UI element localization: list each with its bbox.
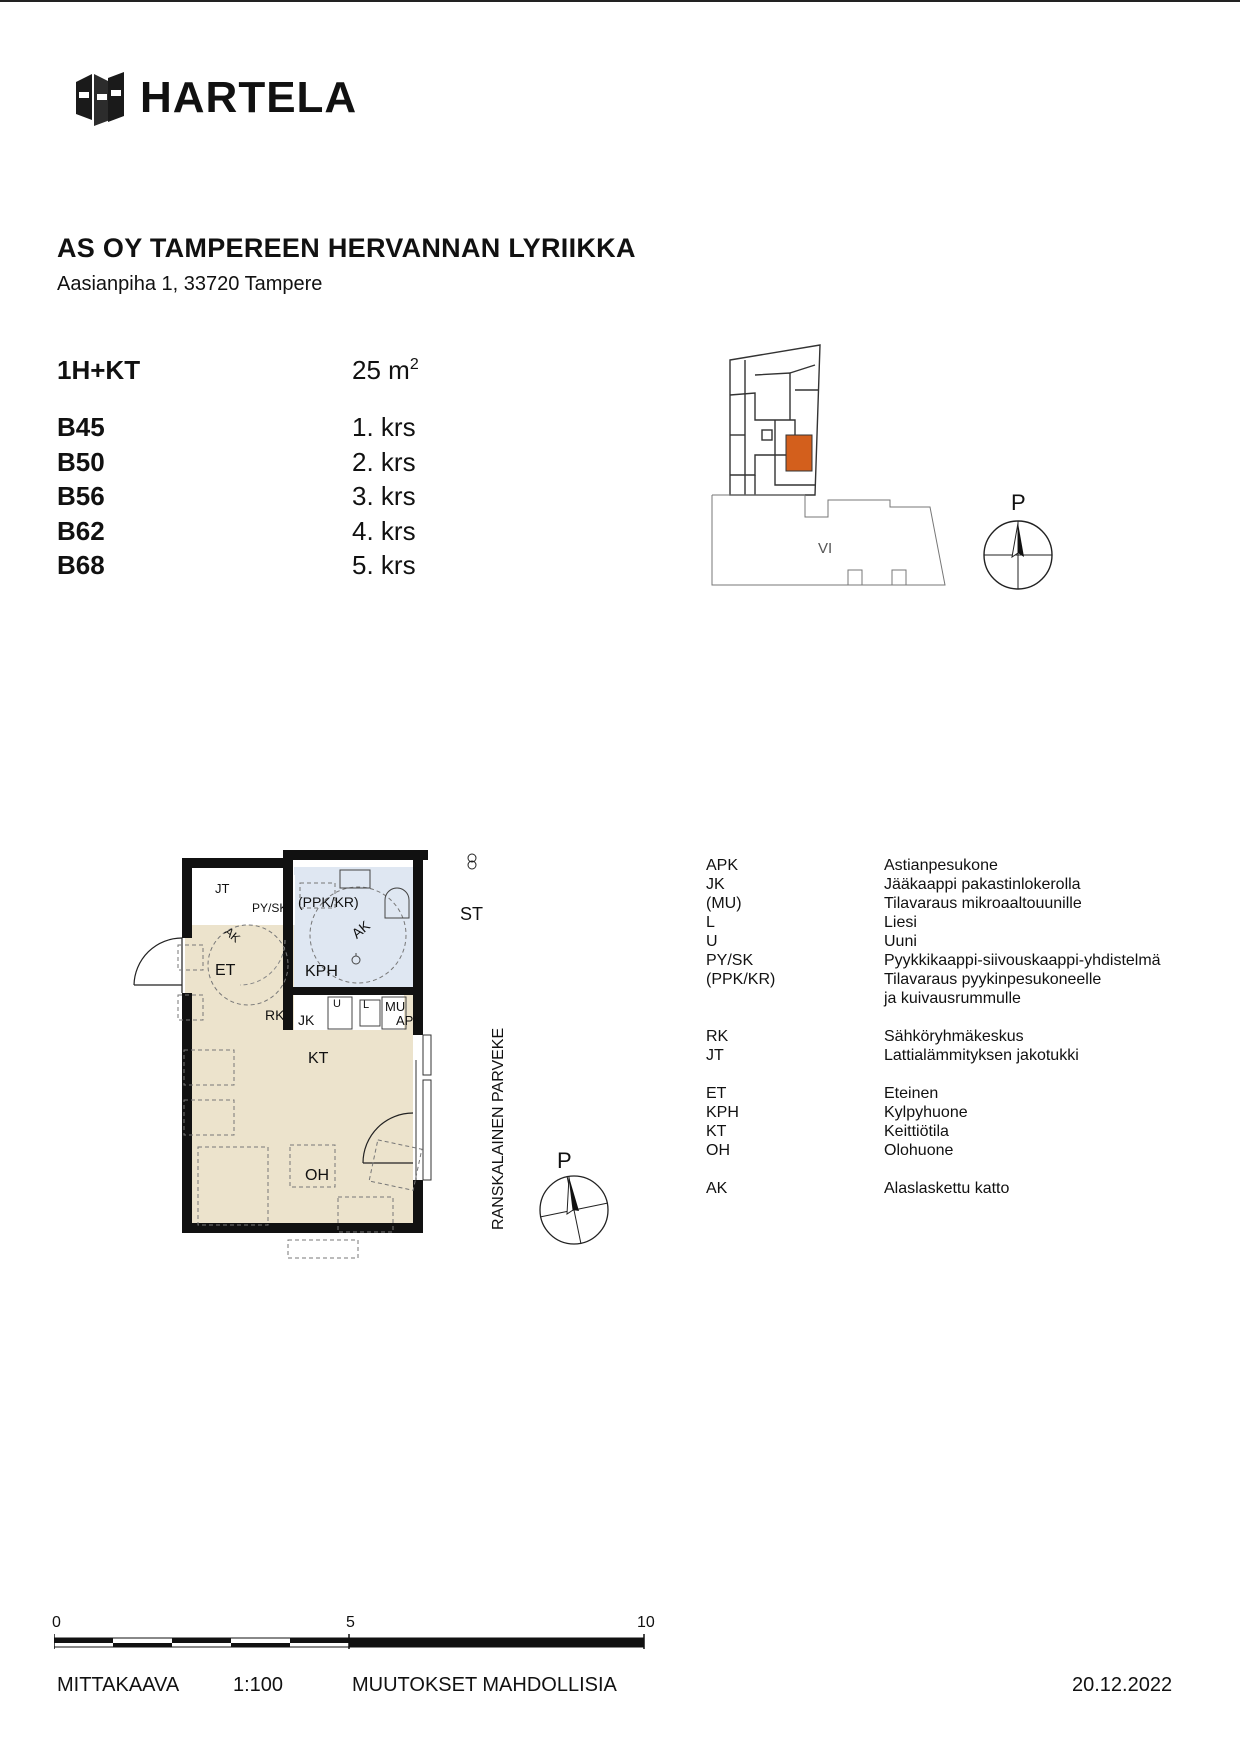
legend-row <box>706 989 1161 1008</box>
legend-description: ja kuivausrummulle <box>884 990 1021 1007</box>
unit-floor: 2. krs <box>352 446 416 477</box>
legend-description: Jääkaappi pakastinlokerolla <box>884 876 1081 893</box>
legend-row <box>706 1084 1161 1103</box>
scale-tick-10: 10 <box>637 1614 655 1631</box>
unit-floor: 1. krs <box>352 412 416 442</box>
project-title: AS OY TAMPEREEN HERVANNAN LYRIIKKA <box>57 233 636 263</box>
legend-abbreviation: AK <box>706 1180 728 1197</box>
apartment-type: 1H+KT <box>57 355 141 385</box>
legend-row <box>706 856 1161 875</box>
brand-name: HARTELA <box>140 73 358 122</box>
label-pysk: PY/SK <box>252 901 288 915</box>
scale-bar <box>54 1634 649 1650</box>
st-symbol-icon <box>468 854 476 869</box>
legend-row <box>706 875 1161 894</box>
unit-code: B68 <box>57 550 105 580</box>
wardrobe-area <box>185 875 295 925</box>
legend-row <box>706 1122 1161 1141</box>
label-mu: MU <box>385 999 406 1014</box>
label-jt: JT <box>215 881 230 896</box>
legend-description: Keittiötila <box>884 1123 949 1140</box>
legend-gap <box>706 1008 1161 1027</box>
legend-gap <box>706 1160 1161 1179</box>
legend-description: Sähköryhmäkeskus <box>884 1028 1024 1045</box>
legend-abbreviation: L <box>706 914 715 931</box>
scale-label: MITTAKAAVA <box>57 1674 180 1696</box>
label-ak-hall: AK <box>221 924 243 946</box>
site-plan <box>700 335 1070 595</box>
legend-description: Pyykkikaappi-siivouskaappi-yhdistelmä <box>884 952 1161 969</box>
area-value: 25 m <box>352 355 410 385</box>
unit-code: B45 <box>57 412 105 442</box>
legend-row <box>706 932 1161 951</box>
legend-row <box>706 913 1161 932</box>
legend-description: Astianpesukone <box>884 857 998 874</box>
label-apk: APK <box>396 1013 423 1028</box>
unit-floor: 3. krs <box>352 481 416 511</box>
label-ppkkr: (PPK/KR) <box>298 894 359 910</box>
hartela-logo-icon <box>70 68 130 128</box>
document-date: 20.12.2022 <box>1072 1674 1173 1696</box>
site-north-arrow-icon <box>984 521 1052 589</box>
scale-ratio: 1:100 <box>233 1674 284 1696</box>
site-north-label: P <box>1011 490 1026 515</box>
legend-description: Olohuone <box>884 1142 954 1159</box>
area-unit-exponent: 2 <box>409 356 419 373</box>
legend-description: Eteinen <box>884 1085 939 1102</box>
legend-abbreviation: KT <box>706 1123 727 1140</box>
highlighted-apartment-marker <box>786 435 812 471</box>
legend-abbreviation: JT <box>706 1047 724 1064</box>
label-u: U <box>333 998 341 1010</box>
label-kt: KT <box>308 1050 329 1067</box>
changes-note: MUUTOKSET MAHDOLLISIA <box>352 1674 617 1696</box>
legend-description: Alaslaskettu katto <box>884 1180 1010 1197</box>
unit-floor: 5. krs <box>352 550 416 580</box>
legend-abbreviation: JK <box>706 876 725 893</box>
legend-abbreviation: KPH <box>706 1104 739 1121</box>
label-ak-bath: AK <box>348 917 373 942</box>
plan-north-label: P <box>557 1148 572 1173</box>
legend-abbreviation: ET <box>706 1085 727 1102</box>
unit-row <box>57 481 416 516</box>
legend-row <box>706 1046 1161 1065</box>
legend-description: Uuni <box>884 933 917 950</box>
project-address: Aasianpiha 1, 33720 Tampere <box>57 273 323 295</box>
floor-plan <box>120 845 640 1270</box>
legend-abbreviation <box>706 989 884 1008</box>
unit-row <box>57 412 416 447</box>
label-rk: RK <box>265 1007 285 1023</box>
unit-list <box>57 412 416 585</box>
legend-row <box>706 1141 1161 1160</box>
unit-row <box>57 447 416 482</box>
unit-code: B62 <box>57 515 105 546</box>
legend-description: Tilavaraus pyykinpesukoneelle <box>884 971 1102 988</box>
legend-row <box>706 970 1161 989</box>
unit-row <box>57 516 416 551</box>
legend-abbreviation: (PPK/KR) <box>706 971 776 988</box>
balcony-window <box>416 1035 431 1180</box>
legend-description: Liesi <box>884 914 917 931</box>
label-kph: KPH <box>305 963 338 980</box>
entrance-door <box>134 938 182 993</box>
legend <box>706 856 1161 1198</box>
label-et: ET <box>215 962 236 979</box>
legend-abbreviation: PY/SK <box>706 952 754 969</box>
unit-code: B50 <box>57 446 105 477</box>
label-balcony: RANSKALAINEN PARVEKE <box>490 1027 507 1230</box>
top-border-line <box>0 0 1240 2</box>
legend-abbreviation: (MU) <box>706 895 742 912</box>
legend-abbreviation: RK <box>706 1028 729 1045</box>
scale-tick-0: 0 <box>52 1614 61 1631</box>
legend-row <box>706 1027 1161 1046</box>
legend-abbreviation: U <box>706 933 718 950</box>
plan-north-arrow-icon <box>540 1176 608 1244</box>
legend-row <box>706 951 1161 970</box>
legend-abbreviation: OH <box>706 1142 730 1159</box>
site-building-outline <box>730 345 820 495</box>
legend-row <box>706 894 1161 913</box>
unit-floor: 4. krs <box>352 515 416 546</box>
legend-row <box>706 1179 1161 1198</box>
label-l: L <box>363 999 370 1011</box>
legend-description: Kylpyhuone <box>884 1104 968 1121</box>
apartment-area <box>352 355 419 386</box>
legend-abbreviation: APK <box>706 857 739 874</box>
label-jk: JK <box>298 1012 315 1028</box>
label-oh: OH <box>305 1167 329 1184</box>
legend-gap <box>706 1065 1161 1084</box>
scale-tick-5: 5 <box>346 1614 355 1631</box>
legend-description: Lattialämmityksen jakotukki <box>884 1047 1079 1064</box>
site-block-label: VI <box>818 540 833 557</box>
hartela-logo <box>70 68 357 128</box>
label-st: ST <box>460 904 484 924</box>
legend-row <box>706 1103 1161 1122</box>
unit-row <box>57 550 416 585</box>
unit-code: B56 <box>57 481 105 511</box>
legend-description: Tilavaraus mikroaaltouunille <box>884 895 1082 912</box>
